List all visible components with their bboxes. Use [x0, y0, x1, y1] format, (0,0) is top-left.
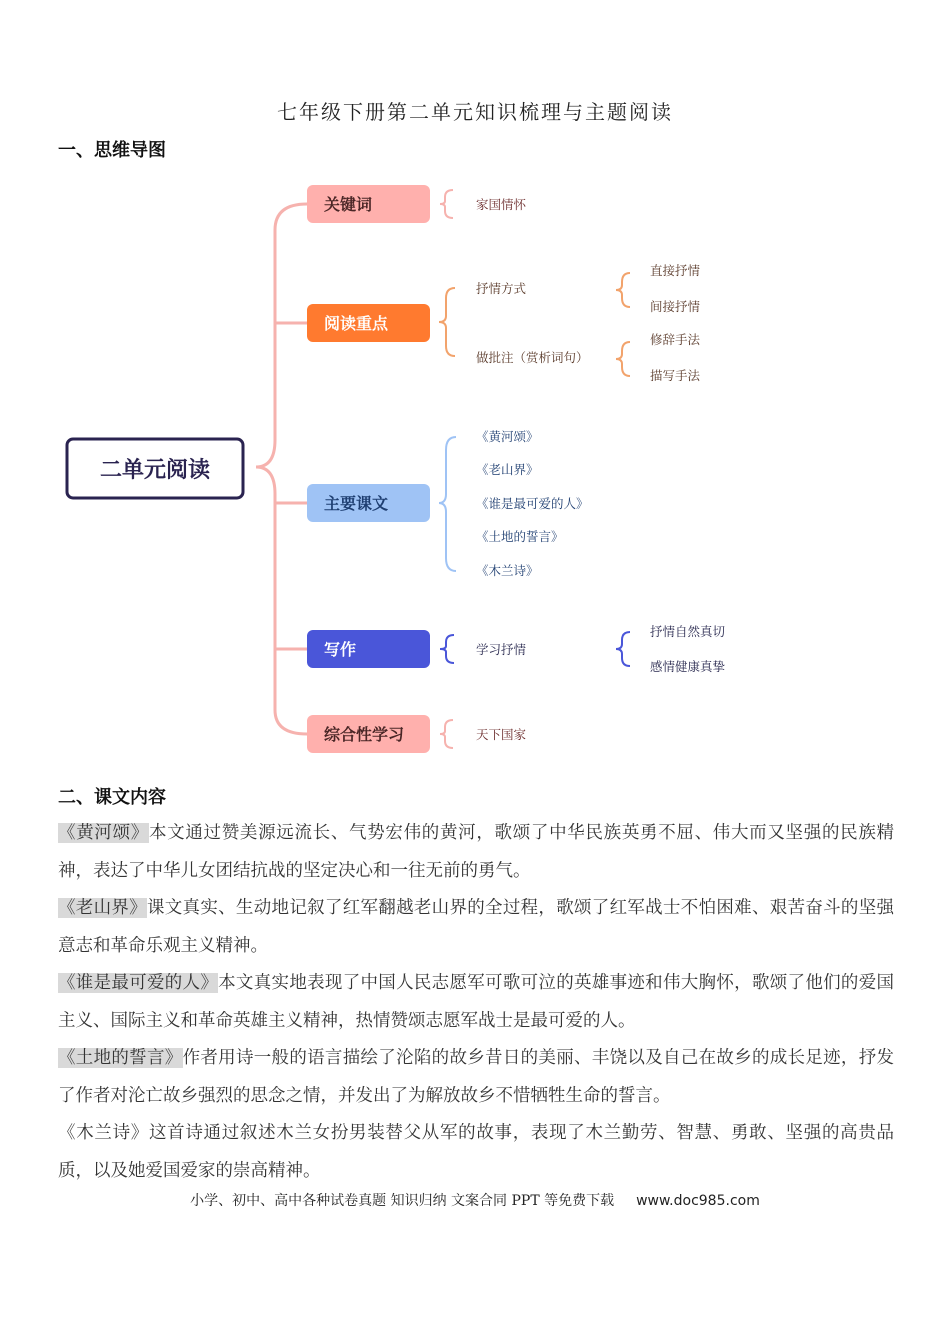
- section-heading-mindmap: 一、思维导图: [58, 140, 166, 161]
- footer-text: 小学、初中、高中各种试卷真题 知识归纳 文案合同 PPT 等免费下载: [190, 1193, 615, 1209]
- branch-label-writing: 写作: [324, 640, 357, 659]
- page-footer: [0, 1190, 950, 1210]
- summary-title: 《谁是最可爱的人》: [58, 973, 219, 993]
- leaf-indirect-lyric: 间接抒情: [650, 299, 701, 314]
- lesson-summaries: [58, 815, 894, 1190]
- summary-body: 这首诗通过叙述木兰女扮男装替父从军的故事，表现了木兰勤劳、智慧、勇敢、坚强的高贵品质，以及她爱国爱家的崇高精神。: [58, 1123, 895, 1181]
- leaf-text-mulan: 《木兰诗》: [476, 563, 539, 578]
- branch-label-integrated-learning: 综合性学习: [324, 725, 405, 744]
- leaf-text-laoshanjie: 《老山界》: [476, 462, 539, 477]
- summary-mulan: [58, 1115, 894, 1190]
- leaf-world-nation: 天下国家: [476, 727, 527, 742]
- mind-map: [0, 170, 950, 770]
- sub-lyric-method: 抒情方式: [476, 281, 527, 296]
- summary-title: 《木兰诗》: [58, 1123, 149, 1143]
- summary-tudi: [58, 1040, 894, 1115]
- leaf-healthy-emotion: 感情健康真挚: [650, 659, 726, 674]
- summary-body: 本文通过赞美源远流长、气势宏伟的黄河，歌颂了中华民族英勇不屈、伟大而又坚强的民族精神，表达了中华儿女团结抗战的坚定决心和一往无前的勇气。: [58, 823, 895, 881]
- summary-body: 作者用诗一般的语言描绘了沦陷的故乡昔日的美丽、丰饶以及自己在故乡的成长足迹，抒发了作者对沦亡故乡强烈的思念之情，并发出了为解放故乡不惜牺牲生命的誓言。: [58, 1048, 895, 1106]
- leaf-text-keai: 《谁是最可爱的人》: [476, 496, 589, 511]
- mindmap-main-connector: [256, 204, 307, 734]
- section-heading-texts: 二、课文内容: [58, 787, 166, 808]
- leaf-text-tudi: 《土地的誓言》: [476, 529, 564, 544]
- summary-keai: [58, 965, 894, 1040]
- summary-huanghe: [58, 815, 894, 890]
- branch-label-keywords: 关键词: [324, 195, 373, 214]
- sub-annotation: 做批注（赏析词句）: [476, 350, 589, 365]
- footer-url: www.doc985.com: [636, 1193, 760, 1209]
- leaf-natural-lyric: 抒情自然真切: [650, 624, 726, 639]
- summary-body: 本文真实地表现了中国人民志愿军可歌可泣的英雄事迹和伟大胸怀，歌颂了他们的爱国主义、国际主义和革命英雄主义精神，热情赞颂志愿军战士是最可爱的人。: [58, 973, 894, 1031]
- branch-label-reading-focus: 阅读重点: [324, 314, 389, 333]
- summary-title: 《黄河颂》: [58, 823, 149, 843]
- summary-body: 课文真实、生动地记叙了红军翻越老山界的全过程，歌颂了红军战士不怕困难、艰苦奋斗的坚强意志和革命乐观主义精神。: [58, 898, 894, 956]
- summary-laoshanjie: [58, 890, 894, 965]
- leaf-family-country: 家国情怀: [476, 197, 527, 212]
- branch-label-main-texts: 主要课文: [324, 494, 389, 513]
- mindmap-root-label: 二单元阅读: [99, 458, 211, 483]
- sub-learn-lyric: 学习抒情: [476, 642, 527, 657]
- document-title: 七年级下册第二单元知识梳理与主题阅读: [277, 100, 673, 124]
- leaf-direct-lyric: 直接抒情: [650, 263, 701, 278]
- leaf-rhetoric: 修辞手法: [650, 332, 701, 347]
- summary-title: 《老山界》: [58, 898, 147, 918]
- summary-title: 《土地的誓言》: [58, 1048, 183, 1068]
- leaf-description: 描写手法: [650, 368, 701, 383]
- leaf-text-huanghe: 《黄河颂》: [476, 429, 539, 444]
